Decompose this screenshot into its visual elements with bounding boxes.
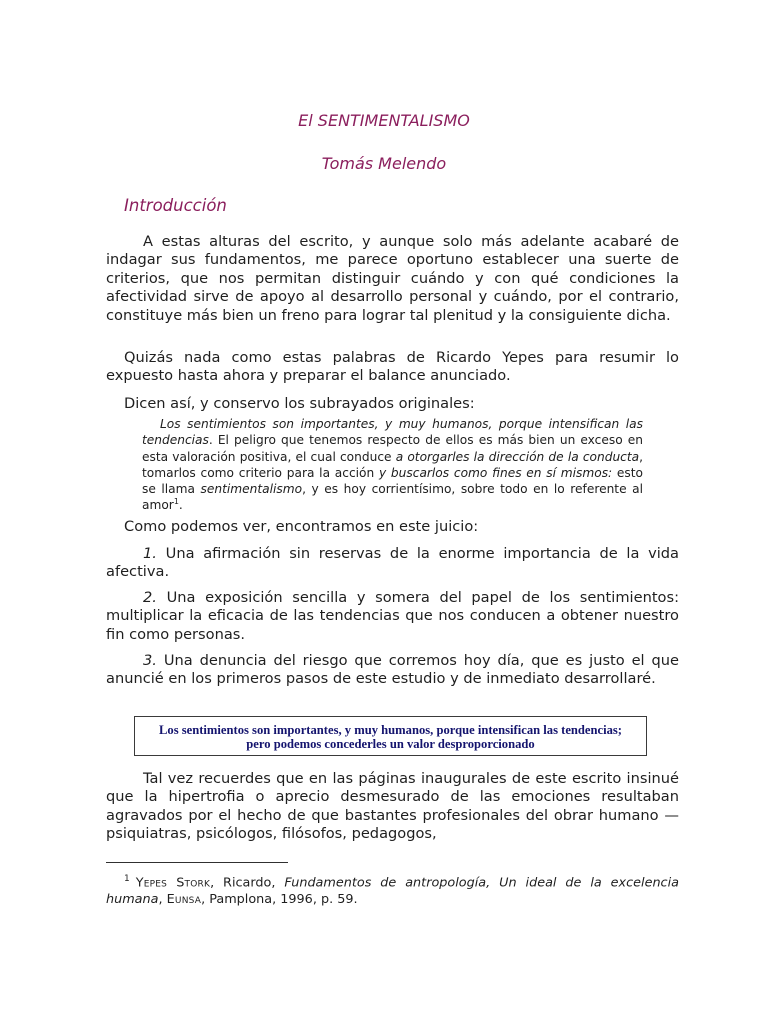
list-item (106, 589, 679, 644)
quote-part-2: . El peligro que tenemos respecto de ellos es más bien un exceso en esta valoración positiva, el cual conduce (142, 433, 643, 464)
quote-part-6: esto se llama (142, 465, 643, 497)
list-item-number: 2. (143, 589, 157, 606)
footnote-separator-text: , (158, 891, 167, 907)
list-item (106, 652, 679, 689)
quote-part-4: , tomarlos como criterio para la acción (142, 449, 644, 480)
list-item-number: 1. (143, 545, 157, 562)
paragraph-2: Quizás nada como estas palabras de Ricardo Yepes para resumir lo expuesto hasta ahora y preparar el balance anunciado. (106, 349, 679, 385)
block-quote (142, 416, 643, 514)
footnote-separator (106, 862, 288, 863)
footnote (106, 871, 679, 908)
footnote-reference[interactable]: 1 (173, 497, 179, 507)
paragraph-4: Como podemos ver, encontramos en este juicio: (124, 518, 479, 535)
quote-part-8: , y es hoy corrientísimo, sobre todo en lo referente al amor (142, 482, 643, 513)
list-item-text: Una afirmación sin reservas de la enorme importancia de la vida afectiva. (106, 545, 679, 581)
footnote-rest: , Pamplona, 1996, p. 59. (201, 891, 358, 907)
callout-box (134, 716, 647, 756)
quote-part-1: Los sentimientos son importantes, y muy humanos, porque intensifican las tendencias (142, 417, 643, 448)
footnote-publisher: Eunsa (166, 891, 202, 907)
section-heading: Introducción (124, 196, 227, 215)
callout-line-2: pero podemos concederles un valor desproporcionado (246, 737, 535, 751)
list-item-number: 3. (143, 652, 157, 669)
footnote-number: 1 (124, 874, 130, 884)
document-title: El SENTIMENTALISMO (298, 111, 470, 130)
list-item-text: Una exposición sencilla y somera del papel de los sentimientos: multiplicar la eficacia de las tendencias que nos conducen a obtener nuestro fin como personas. (106, 589, 679, 643)
quote-part-7: sentimentalismo (200, 482, 303, 497)
quote-part-5: y buscarlos como fines en sí mismos: (378, 465, 613, 480)
footnote-title: Fundamentos de antropología, Un ideal de la excelencia humana (106, 875, 679, 907)
callout-line-1: Los sentimientos son importantes, y muy humanos, porque intensifican las tendencias; (159, 723, 622, 737)
list-item-text: Una denuncia del riesgo que corremos hoy día, que es justo el que anuncié en los primeros pasos de este estudio y de inmediato desarrollaré. (106, 652, 679, 688)
document-author: Tomás Melendo (321, 154, 447, 173)
paragraph-5: Tal vez recuerdes que en las páginas inaugurales de este escrito insinué que la hipertrofia o aprecio desmesurado de las emociones resultaban agravados por el hecho de que bastantes profesionales del obrar humano —psiquiatras, psicólogos, filósofos, pedagogos, (106, 770, 679, 843)
footnote-author: Yepes Stork (135, 875, 211, 891)
quote-part-3: a otorgarles la dirección de la conducta (395, 449, 640, 464)
paragraph-1: A estas alturas del escrito, y aunque solo más adelante acabaré de indagar sus fundamentos, me parece oportuno establecer una suerte de criterios, que nos permitan distinguir cuándo y con qué condiciones la afectividad sirve de apoyo al desarrollo personal y cuándo, por el contrario, constituye más bien un freno para lograr tal plenitud y la consiguiente dicha. (106, 233, 679, 324)
list-item (106, 545, 679, 582)
quote-part-9: . (178, 498, 183, 513)
paragraph-3: Dicen así, y conservo los subrayados originales: (124, 395, 475, 412)
footnote-author-rest: , Ricardo, (210, 875, 285, 891)
